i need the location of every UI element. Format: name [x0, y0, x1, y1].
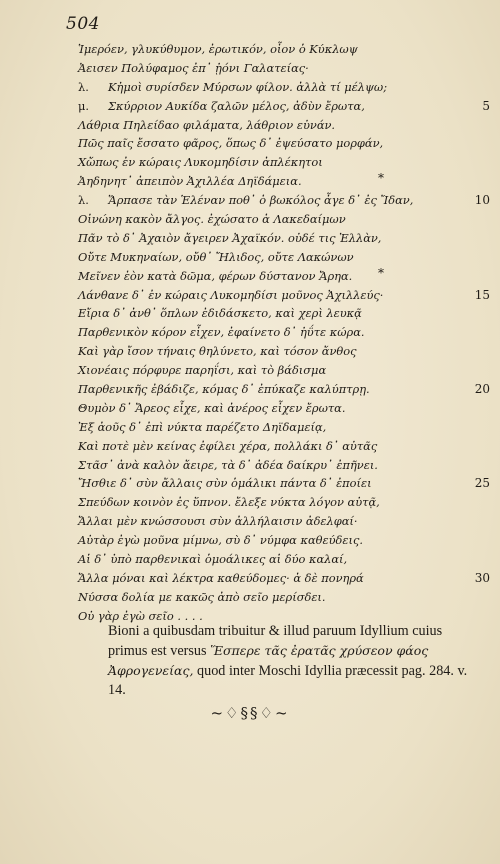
verse-text: Πῶς παῖς ἔσσατο φᾶρος, ὅπως δ᾽ ἐψεύσατο μορφάν, — [78, 136, 384, 151]
speaker-marker: λ. — [78, 193, 89, 208]
verse-text: Ἅρπασε τὰν Ἑλέναν ποθ᾽ ὁ βωκόλος ἆγε δ᾽ ἐς Ἴδαν, — [108, 193, 414, 208]
verse-text: Χὤπως ἐν κώραις Λυκομηδίσιν ἀπλέκητοι — [78, 155, 323, 170]
speaker-marker: λ. — [78, 79, 89, 94]
verse-text: Παρθενικῆς ἐβάδιζε, κόμας δ᾽ ἐπύκαζε καλύπτρῃ. — [78, 382, 370, 397]
verse-text: Νύσσα δολία με κακῶς ἀπὸ σεῖο μερίσδει. — [78, 589, 326, 604]
verse-text: Μεῖνεν ἑὸν κατὰ δῶμα, φέρων δύστανον Ἄρηα. — [78, 268, 353, 283]
latin-note — [108, 622, 480, 700]
verse-line — [78, 361, 478, 380]
end-ornament: ~♢§§♢~ — [210, 704, 290, 722]
verse-text: Αὐτὰρ ἐγὼ μοῦνα μίμνω, σὺ δ᾽ νύμφα καθεύδεις. — [78, 533, 363, 548]
verse-text: Χιονέαις πόρφυρε παρηΐσι, καὶ τὸ βάδισμα — [78, 363, 327, 378]
verse-line — [78, 191, 490, 210]
page-number: 504 — [66, 14, 100, 34]
asterisk-mark: * — [378, 171, 384, 186]
verse-line — [78, 210, 478, 229]
verse-text: Εἴρια δ᾽ ἀνθ᾽ ὅπλων ἐδιδάσκετο, καὶ χερὶ λευκᾷ — [78, 306, 362, 321]
verse-text: Σκύρριον Αυκίδα ζαλῶν μέλος, ἀδὺν ἔρωτα, — [108, 98, 365, 113]
verse-text: Λάνθανε δ᾽ ἐν κώραις Λυκομηδίσι μοῦνος Ἀχιλλεύς· — [78, 287, 384, 302]
verse-text: Σπεύδων κοινὸν ἐς ὕπνον. ἔλεξε νύκτα λόγον αὐτᾷ, — [78, 495, 380, 510]
verse-text: Ἱμερόεν, γλυκύθυμον, ἐρωτικόν, οἷον ὁ Κύκλωψ — [78, 42, 358, 56]
verse-line — [78, 229, 478, 248]
verse-text: Καὶ γὰρ ἴσον τήναις θηλύνετο, καὶ τόσον ἄνθος — [78, 344, 357, 359]
line-number: 10 — [474, 193, 490, 208]
verse-text: Οἰνώνη κακὸν ἄλγος. ἐχώσατο ἁ Λακεδαίμων — [78, 212, 346, 227]
verse-line — [78, 134, 478, 153]
verse-line — [78, 418, 478, 437]
note-greek-verse: Ἕσπερε τᾶς ἐρατᾶς χρύσεον φάος Ἀφρογενείας, — [108, 643, 429, 678]
line-number: 20 — [474, 382, 490, 397]
verse-line — [78, 342, 478, 361]
verse-line — [78, 437, 478, 456]
verse-text: Λάθρια Πηλείδαο φιλάματα, λάθριον εὐνάν. — [78, 117, 336, 132]
verse-line — [78, 550, 478, 569]
verse-line — [78, 267, 478, 286]
verse-text: Ἀεισεν Πολύφαμος ἐπ᾽ ᾐόνι Γαλατείας· — [78, 60, 309, 75]
verse-text: Ἐξ ἀοῦς δ᾽ ἐπὶ νύκτα παρέζετο Δηϊδαμείᾳ, — [78, 419, 327, 434]
line-number: 5 — [482, 98, 490, 113]
verse-text: Παρθενικὸν κόρον εἶχεν, ἐφαίνετο δ᾽ ἠΰτε κώρα. — [78, 325, 365, 340]
speaker-marker: μ. — [78, 98, 90, 113]
verse-text: Αἱ δ᾽ ὑπὸ παρθενικαὶ ὁμοάλικες αἱ δύο καλαί, — [78, 552, 348, 567]
verse-line — [78, 380, 490, 399]
verse-line — [78, 569, 490, 588]
line-number: 30 — [474, 570, 490, 585]
verse-line — [78, 512, 478, 531]
verse-line — [78, 248, 478, 267]
verse-line — [78, 59, 478, 78]
verse-text: Ἄλλαι μὲν κνώσσουσι σὺν ἀλλήλαισιν ἀδελφαί· — [78, 514, 358, 529]
asterisk-mark: * — [378, 265, 384, 280]
verse-line — [78, 97, 490, 116]
verse-line — [78, 304, 478, 323]
verse-text: Οὐ γὰρ ἐγὼ σεῖο . . . . — [78, 608, 203, 623]
verse-line — [78, 588, 478, 607]
note-text: Bioni a quibusdam tribuitur & illud paruum Idyllium cuius primus est versus — [108, 623, 443, 659]
verse-line — [78, 172, 478, 191]
verse-line — [78, 323, 478, 342]
verse-line — [78, 399, 478, 418]
line-number: 25 — [474, 476, 490, 491]
verse-text: Ἀηδηνητ᾽ ἀπειπὸν Ἀχιλλέα Δηϊδάμεια. — [78, 174, 302, 189]
verse-text: Ἤσθιε δ᾽ σὺν ἄλλαις σὺν ὁμάλικι πάντα δ᾽ ἐποίει — [78, 476, 372, 491]
verse-line — [78, 456, 478, 475]
verse-line — [78, 286, 490, 305]
verse-line — [78, 40, 478, 59]
verse-text: Ἄλλα μόναι καὶ λέκτρα καθεύδομες· ἁ δὲ πονηρά — [78, 570, 364, 585]
verse-text: Οὔτε Μυκηναίων, οὔθ᾽ Ἤλιδος, οὔτε Λακώνων — [78, 249, 354, 264]
line-number: 15 — [474, 287, 490, 302]
verse-list — [78, 40, 490, 626]
verse-text: Θυμὸν δ᾽ Ἄρεος εἶχε, καὶ ἀνέρος εἶχεν ἔρωτα. — [78, 400, 346, 415]
note-text-end: quod inter Moschi Idyllia præcessit pag. 284. v. 14. — [108, 663, 468, 698]
verse-text: Στᾶσ᾽ ἀνὰ καλὸν ἄειρε, τὰ δ᾽ ἀδέα δαίκρυ᾽ ἐπῆνει. — [78, 457, 378, 472]
verse-text: Καὶ ποτὲ μὲν κείνας ἐφίλει χέρα, πολλάκι δ᾽ αὐτᾶς — [78, 438, 378, 453]
verse-text: Πᾶν τὸ δ᾽ Ἀχαιὸν ἄγειρεν Ἀχαϊκόν. οὐδέ τις Ἑλλὰν, — [78, 230, 382, 245]
verse-line — [78, 153, 478, 172]
verse-line — [78, 493, 478, 512]
verse-line — [78, 474, 490, 493]
verse-line — [78, 116, 478, 135]
verse-line — [78, 78, 478, 97]
verse-line — [78, 531, 478, 550]
verse-text: Κἠμοὶ συρίσδεν Μύρσων φίλον. ἀλλὰ τί μέλψω; — [108, 79, 388, 94]
